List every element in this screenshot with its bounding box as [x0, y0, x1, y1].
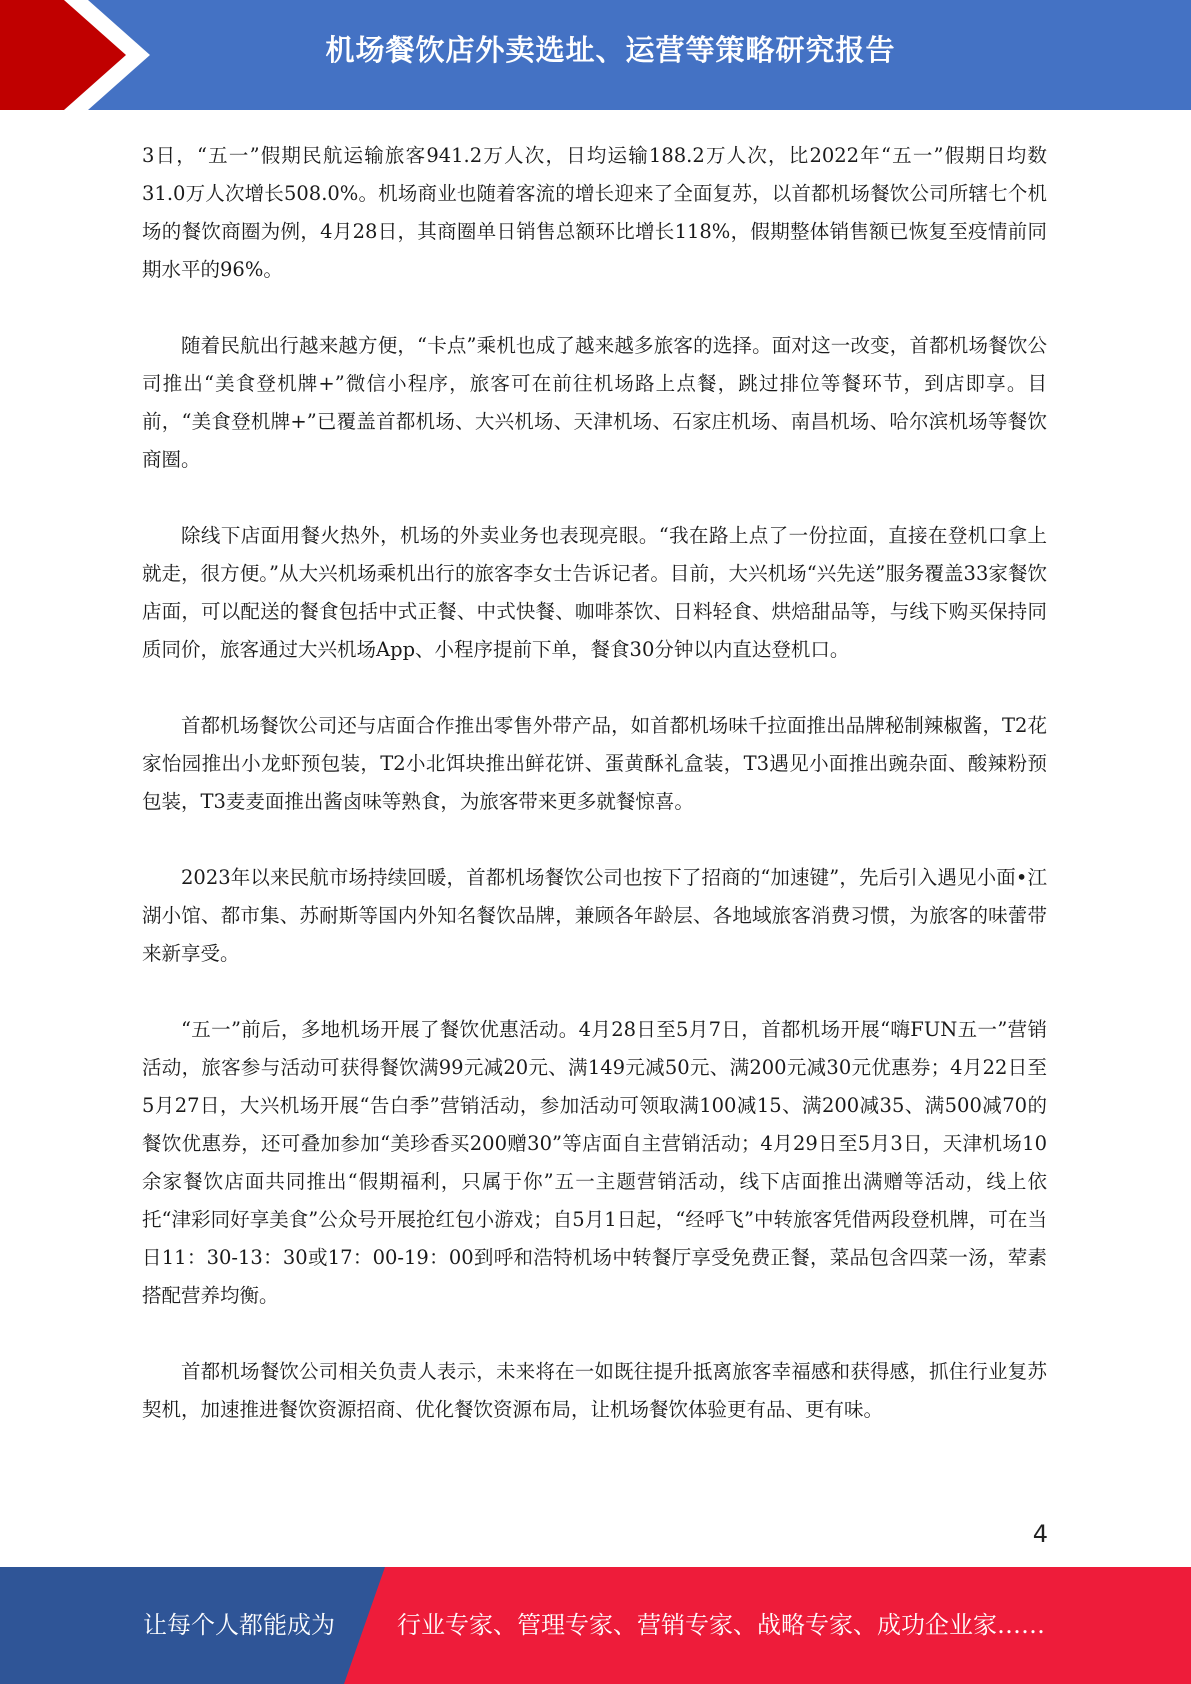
footer-slogan-right: 行业专家、管理专家、营销专家、战略专家、成功企业家…… [397, 1611, 1045, 1639]
paragraph: “五一”前后，多地机场开展了餐饮优惠活动。4月28日至5月7日，首都机场开展“嗨FUN五一”营销活动，旅客参与活动可获得餐饮满99元减20元、满149元减50元、满200元减30元优惠券；4月22日至5月27日，大兴机场开展“告白季”营销活动，参加活动可领取满100减15、满200减35、满500减70的餐饮优惠券，还可叠加参加“美珍香买200赠30”等店面自主营销活动；4月29日至5月3日，天津机场10余家餐饮店面共同推出“假期福利，只属于你”五一主题营销活动，线下店面推出满赠等活动，线上依托“津彩同好享美食”公众号开展抢红包小游戏；自5月1日起，“经呼飞”中转旅客凭借两段登机牌，可在当日11：30-13：30或17：00-19：00到呼和浩特机场中转餐厅享受免费正餐，菜品包含四菜一汤，荤素搭配营养均衡。 [142, 1018, 1047, 1307]
paragraph: 随着民航出行越来越方便，“卡点”乘机也成了越来越多旅客的选择。面对这一改变，首都机场餐饮公司推出“美食登机牌+”微信小程序，旅客可在前往机场路上点餐，跳过排位等餐环节，到店即享。目前，“美食登机牌+”已覆盖首都机场、大兴机场、天津机场、石家庄机场、南昌机场、哈尔滨机场等餐饮商圈。 [142, 334, 1047, 471]
page-header [0, 0, 1191, 110]
paragraph: 3日，“五一”假期民航运输旅客941.2万人次，日均运输188.2万人次，比2022年“五一”假期日均数 31.0万人次增长508.0%。机场商业也随着客流的增长迎来了全面复苏，以首都机场餐饮公司所辖七个机场的餐饮商圈为例，4月28日，其商圈单日销售总额环比增长118%，假期整体销售额已恢复至疫情前同期水平的96%。 [142, 144, 1047, 281]
paragraph: 首都机场餐饮公司还与店面合作推出零售外带产品，如首都机场味千拉面推出品牌秘制辣椒酱，T2花家怡园推出小龙虾预包装，T2小北饵块推出鲜花饼、蛋黄酥礼盒装，T3遇见小面推出豌杂面、酸辣粉预包装，T3麦麦面推出酱卤味等熟食，为旅客带来更多就餐惊喜。 [142, 714, 1047, 813]
header-title: 机场餐饮店外卖选址、运营等策略研究报告 [325, 33, 896, 67]
paragraph: 除线下店面用餐火热外，机场的外卖业务也表现亮眼。“我在路上点了一份拉面，直接在登机口拿上就走，很方便。”从大兴机场乘机出行的旅客李女士告诉记者。目前，大兴机场“兴先送”服务覆盖33家餐饮店面，可以配送的餐食包括中式正餐、中式快餐、咖啡茶饮、日料轻食、烘焙甜品等，与线下购买保持同质同价，旅客通过大兴机场App、小程序提前下单，餐食30分钟以内直达登机口。 [142, 524, 1047, 661]
paragraph: 2023年以来民航市场持续回暖，首都机场餐饮公司也按下了招商的“加速键”，先后引入遇见小面•江湖小馆、都市集、苏耐斯等国内外知名餐饮品牌，兼顾各年龄层、各地域旅客消费习惯，为旅客的味蕾带来新享受。 [142, 866, 1047, 965]
paragraph: 首都机场餐饮公司相关负责人表示，未来将在一如既往提升抵离旅客幸福感和获得感，抓住行业复苏契机，加速推进餐饮资源招商、优化餐饮资源布局，让机场餐饮体验更有品、更有味。 [142, 1360, 1047, 1421]
page-footer [0, 1567, 1191, 1684]
footer-slogan-left: 让每个人都能成为 [143, 1611, 335, 1639]
article-body [142, 137, 1047, 1467]
page-number: 4 [1032, 1520, 1048, 1548]
